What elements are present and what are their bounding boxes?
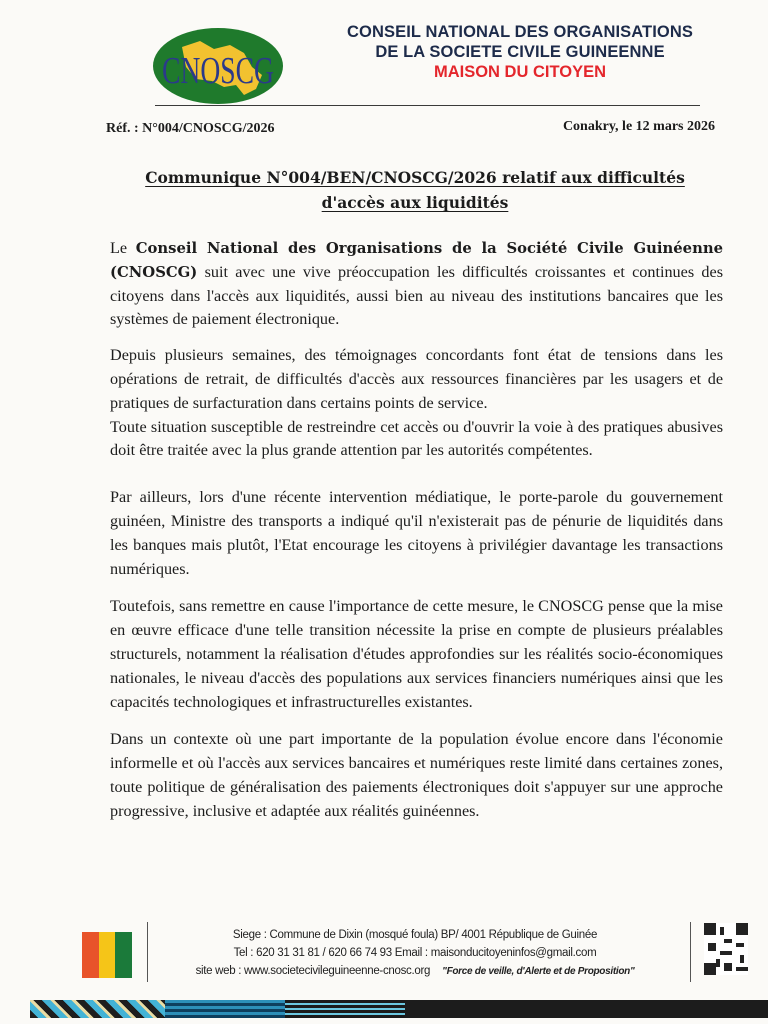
decorative-pattern-band [30,1000,768,1018]
document-body [110,237,723,824]
header-divider [155,105,700,106]
qr-code-icon[interactable] [704,922,748,976]
org-full-name: Conseil National des Organisations de la Société Civile Guinéenne (CNOSCG) [110,240,724,281]
org-subtitle: MAISON DU CITOYEN [433,63,607,81]
footer-slogan: "Force de veille, d'Alerte et de Proposition" [442,966,635,977]
paragraph-2: Depuis plusieurs semaines, des témoignages concordants font état de tensions dans les opérations de retrait, de difficultés d'accès aux ressources financières par les usagers et de pratiques de surfacturation dans certains points de service. [110,346,723,412]
paragraph-5: Toutefois, sans remettre en cause l'importance de cette mesure, le CNOSCG pense que la mise en œuvre efficace d'une telle transition nécessite la prise en compte de plusieurs préalables structurels, notamment la réalisation d'études approfondies sur les réalités socio-économiques nationales, le niveau d'accès des populations aux services financiers numériques ainsi que les capacités technologiques et infrastructurelles existantes. [110,597,723,711]
footer-contact-line: Tel : 620 31 31 81 / 620 66 74 93 Email : maisonducitoyeninfos@gmail.com [233,947,597,959]
footer-divider-left [147,922,148,982]
paragraph-4: Par ailleurs, lors d'une récente intervention médiatique, le porte-parole du gouvernement guinéen, Ministre des transports a indiqué qu'il n'existerait pas de pénurie de liquidités dans les banques mais plutôt, l'Etat encourage les citoyens à privilégier davantage les transactions numériques. [110,488,723,578]
paragraph-3: Toute situation susceptible de restreindre cet accès ou d'ouvrir la voie à des pratiques abusives doit être traitée avec la plus grande attention par les autorités compétentes. [110,417,723,460]
place-date: Conakry, le 12 mars 2026 [562,119,715,134]
footer-address: Siege : Commune de Dixin (mosqué foula) BP/ 4001 République de Guinée [232,929,598,941]
paragraph-6: Dans un contexte où une part importante de la population évolue encore dans l'économie informelle et où l'accès aux services bancaires et numériques reste limité dans certaines zones, toute politique de généralisation des paiements électroniques doit s'appuyer sur une approche progressive, inclusive et adaptée aux réalités guinéennes. [110,730,723,820]
reference-number: Réf. : N°004/CNOSCG/2026 [106,121,275,136]
document-title [100,165,730,215]
paragraph-1: Le Conseil National des Organisations de la Société Civile Guinéenne (CNOSCG) suit avec une vive préoccupation les difficultés croissantes et continues des citoyens dans l'accès aux liquidités, aussi bien au niveau des institutions bancaires que les systèmes de paiement électronique. [110,239,724,329]
footer-website[interactable]: site web : www.societecivileguineenne-cnosc.org [195,965,431,977]
title-line2: d'accès aux liquidités [321,193,509,212]
organization-header [320,22,720,83]
footer-contact [150,926,680,981]
org-name-line1: CONSEIL NATIONAL DES ORGANISATIONS [347,23,693,41]
logo-text: CNOSCG [162,50,274,92]
org-name-line2: DE LA SOCIETE CIVILE GUINEENNE [375,43,665,61]
title-line1: Communique N°004/BEN/CNOSCG/2026 relatif aux difficultés [145,168,685,187]
cnoscg-logo [152,27,284,105]
guinea-flag-icon [82,932,132,978]
footer-divider-right [690,922,691,982]
